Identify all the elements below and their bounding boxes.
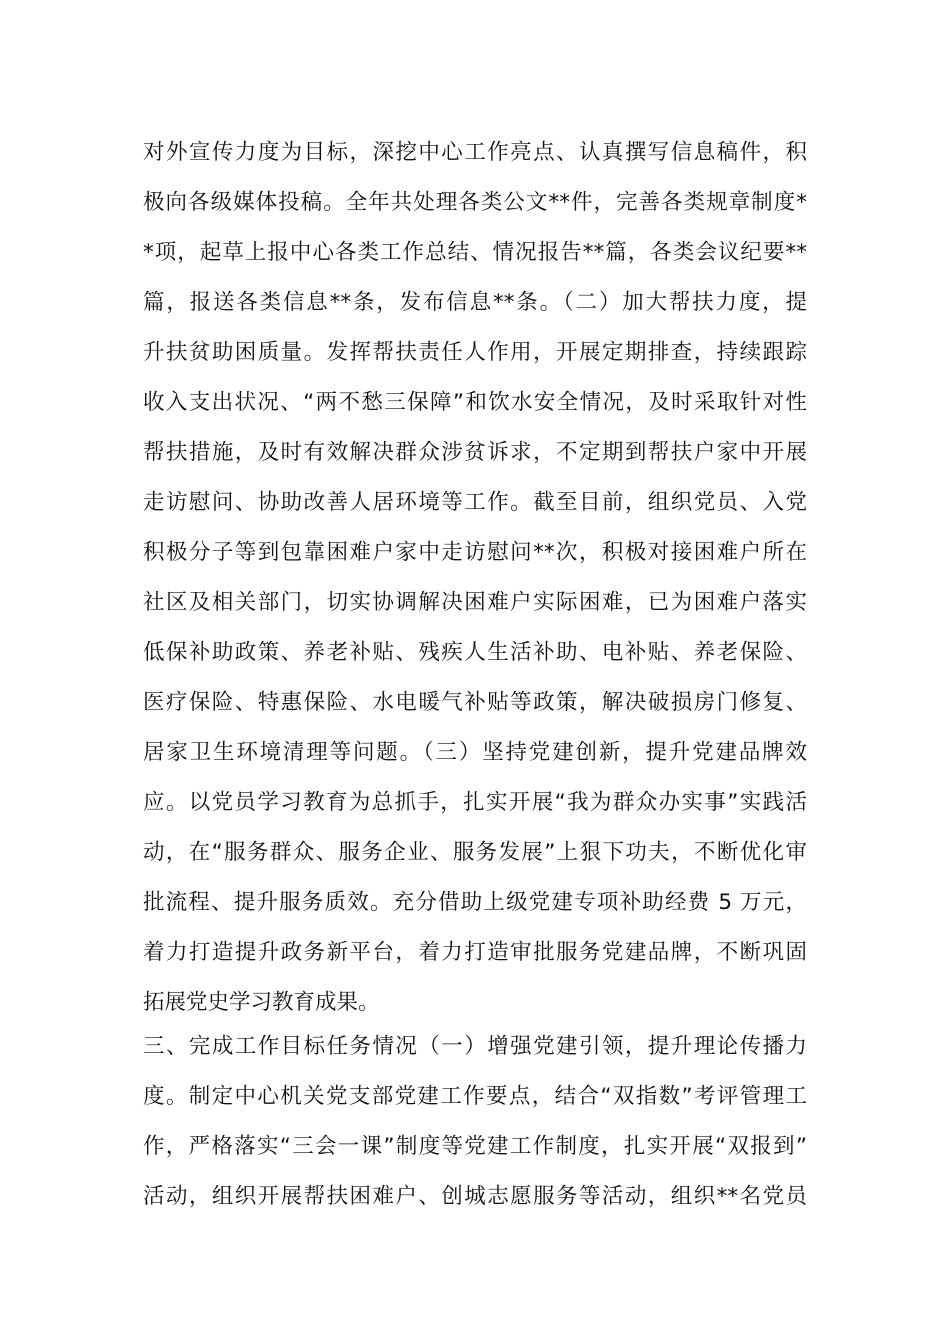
text-line: *项，起草上报中心各类工作总结、情况报告**篇，各类会议纪要** [143, 240, 807, 265]
text-line: 三、完成工作目标任务情况（一）增强党建引领，提升理论传播力 [143, 1034, 807, 1059]
text-line: 篇，报送各类信息**条，发布信息**条。（二）加大帮扶力度，提 [143, 290, 807, 315]
text-line: 应。以党员学习教育为总抓手，扎实开展“我为群众办实事”实践活 [143, 790, 807, 815]
text-line: 居家卫生环境清理等问题。（三）坚持党建创新，提升党建品牌效 [143, 740, 807, 765]
text-line: 积极分子等到包靠困难户家中走访慰问**次，积极对接困难户所在 [143, 540, 807, 565]
text-line: 拓展党史学习教育成果。 [143, 990, 380, 1015]
text-line: 对外宣传力度为目标，深挖中心工作亮点、认真撰写信息稿件，积 [143, 140, 807, 165]
paragraph-section-three [143, 1022, 807, 1222]
text-line: 医疗保险、特惠保险、水电暖气补贴等政策，解决破损房门修复、 [143, 690, 807, 715]
text-line: 走访慰问、协助改善人居环境等工作。截至目前，组织党员、入党 [143, 490, 807, 515]
text-line: 社区及相关部门，切实协调解决困难户实际困难，已为困难户落实 [143, 590, 807, 615]
paragraph-work-summary [143, 128, 807, 1028]
text-line: 度。制定中心机关党支部党建工作要点，结合“双指数”考评管理工 [143, 1084, 807, 1109]
text-line: 动，在“服务群众、服务企业、服务发展”上狠下功夫，不断优化审 [143, 840, 807, 865]
text-line: 作，严格落实“三会一课”制度等党建工作制度，扎实开展“双报到” [143, 1134, 807, 1159]
text-line: 低保补助政策、养老补贴、残疾人生活补助、电补贴、养老保险、 [143, 640, 807, 665]
text-line: 活动，组织开展帮扶困难户、创城志愿服务等活动，组织**名党员 [143, 1184, 807, 1209]
text-line: 收入支出状况、“两不愁三保障”和饮水安全情况，及时采取针对性 [143, 390, 807, 415]
text-line: 升扶贫助困质量。发挥帮扶责任人作用，开展定期排查，持续跟踪 [143, 340, 807, 365]
text-line: 着力打造提升政务新平台，着力打造审批服务党建品牌，不断巩固 [143, 940, 807, 965]
text-line: 极向各级媒体投稿。全年共处理各类公文**件，完善各类规章制度* [143, 190, 807, 215]
text-line: 帮扶措施，及时有效解决群众涉贫诉求，不定期到帮扶户家中开展 [143, 440, 807, 465]
text-line: 批流程、提升服务质效。充分借助上级党建专项补助经费 5 万元， [143, 890, 807, 915]
